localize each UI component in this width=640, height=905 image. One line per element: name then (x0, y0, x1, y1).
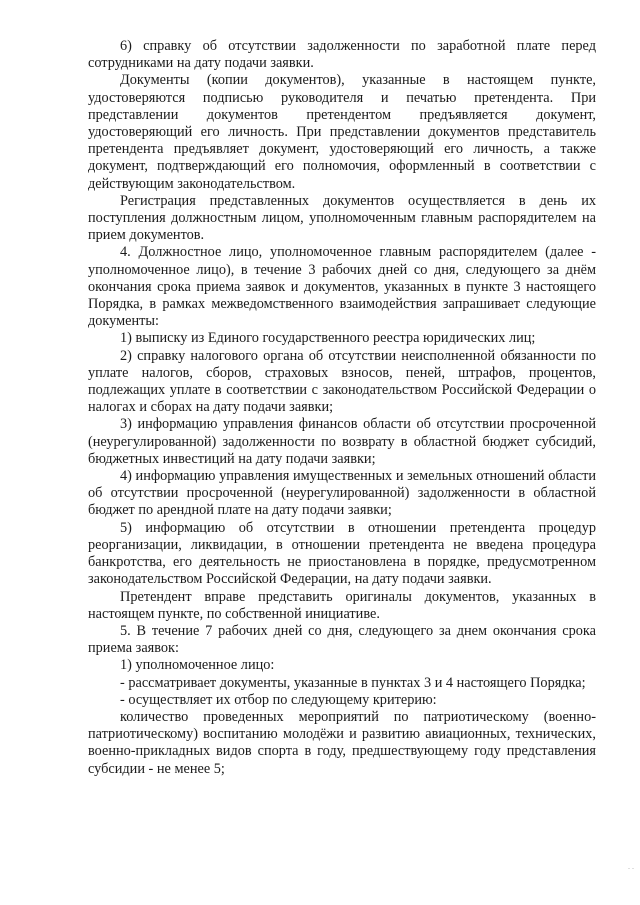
paragraph: 2) справку налогового органа об отсутствии неисполненной обязанности по уплате налогов, сборов, страховых взносов, пеней, штрафов, процентов, подлежащих уплате в соответствии с законодательством Российской Федерации о налогах и сборах на дату подачи заявки; (88, 347, 596, 416)
paragraph: - осуществляет их отбор по следующему критерию: (120, 691, 437, 708)
paragraph: количество проведенных мероприятий по патриотическому (военно-патриотическому) воспитанию молодёжи и развитию авиационных, технических, военно-прикладных видов спорта в году, предшествующему году представления субсидии - не менее 5; (88, 708, 596, 777)
paragraph: Документы (копии документов), указанные в настоящем пункте, удостоверяются подписью руководителя и печатью претендента. При представлении документов претендентом предъявляется документ, удостоверяющий его личность. При представлении документов представитель претендента предъявляет документ, удостоверяющий его личность, а также документ, подтверждающий его полномочия, оформленный в соответствии с действующим законодательством. (88, 72, 596, 192)
paragraph: 6) справку об отсутствии задолженности по заработной плате перед сотрудниками на дату подачи заявки. (88, 38, 596, 72)
paragraph: 3) информацию управления финансов области об отсутствии просроченной (неурегулированной) задолженности по возврату в областной бюджет субсидий, бюджетных инвестиций на дату подачи заявки; (88, 416, 596, 467)
paragraph: 1) уполномоченное лицо: (120, 657, 275, 674)
scan-speck: . . (628, 862, 634, 871)
paragraph: 4) информацию управления имущественных и земельных отношений области об отсутствии просроченной (неурегулированной) задолженности в областной бюджет по арендной плате на дату подачи заявки; (88, 468, 596, 519)
paragraph: 1) выписку из Единого государственного реестра юридических лиц; (120, 330, 536, 347)
paragraph: - рассматривает документы, указанные в пунктах 3 и 4 настоящего Порядка; (120, 674, 586, 691)
paragraph: Регистрация представленных документов осуществляется в день их поступления должностным лицом, уполномоченным главным распорядителем на прием документов. (88, 192, 596, 244)
paragraph: Претендент вправе представить оригиналы документов, указанных в настоящем пункте, по собственной инициативе. (88, 588, 596, 622)
paragraph: 5) информацию об отсутствии в отношении претендента процедур реорганизации, ликвидации, в отношении претендента не введена процедура банкротства, его деятельность не приостановлена в порядке, предусмотренном законодательством Российской Федерации, на дату подачи заявки. (88, 519, 596, 588)
paragraph: 4. Должностное лицо, уполномоченное главным распорядителем (далее - уполномоченное лицо), в течение 3 рабочих дней со дня, следующего за днём окончания срока приема заявок и документов, указанных в пункте 3 настоящего Порядка, в рамках межведомственного взаимодействия запрашивает следующие документы: (88, 244, 596, 330)
document-body (88, 38, 596, 778)
paragraph: 5. В течение 7 рабочих дней со дня, следующего за днем окончания срока приема заявок: (88, 622, 596, 657)
